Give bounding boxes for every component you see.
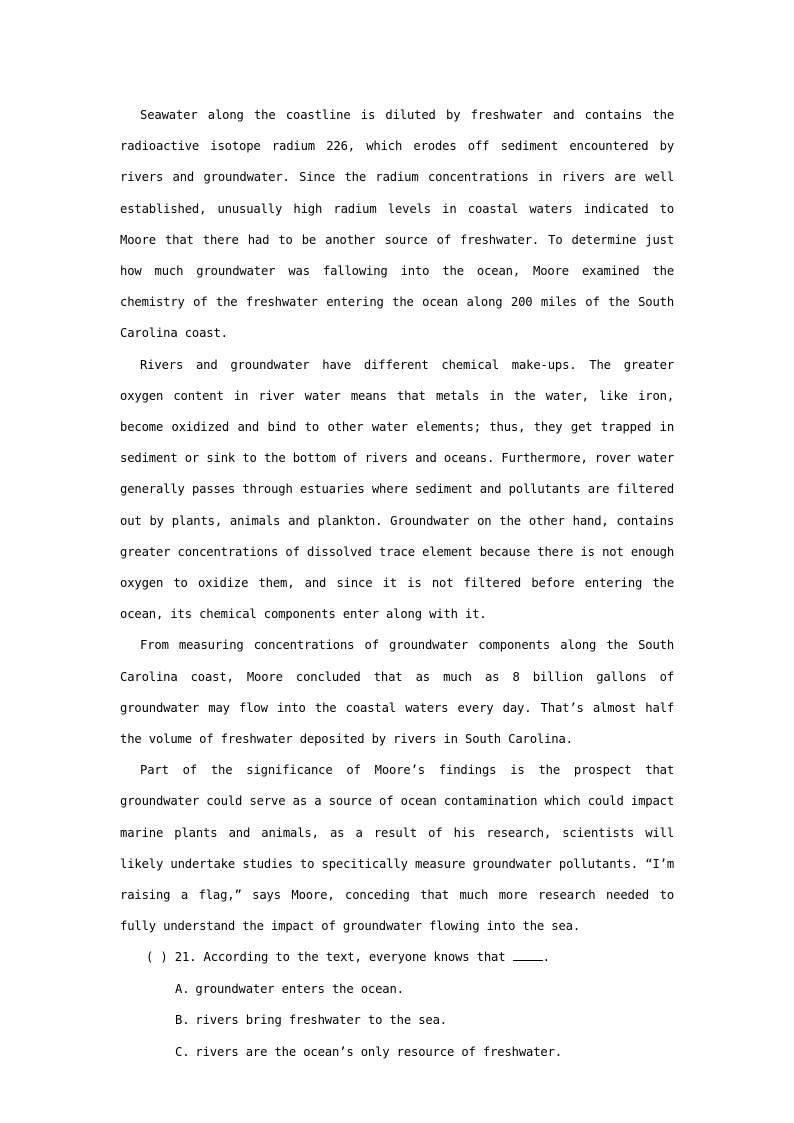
question-number: 21.	[174, 950, 197, 965]
option-text: rivers are the ocean’s only resource of freshwater.	[195, 1044, 562, 1059]
passage-paragraph-1: Seawater along the coastline is diluted by freshwater and contains the radioactive isotope radium 226, which erodes off sediment encountered by rivers and groundwater. Since the radium concentrations in rivers are well established, unusually high radium levels in coastal waters indicated to Moore that there had to be another source of freshwater. To determine just how much groundwater was fallowing into the ocean, Moore examined the chemistry of the freshwater entering the ocean along 200 miles of the South Carolina coast.	[120, 108, 674, 341]
passage-paragraph-4: Part of the significance of Moore’s findings is the prospect that groundwater could serve as a source of ocean contamination which could impact marine plants and animals, as a result of his research, scientists will likely undertake studies to specitically measure groundwater pollutants. “I’m raising a flag,” says Moore, conceding that much more research needed to fully understand the impact of groundwater flowing into the sea.	[120, 763, 674, 934]
option-text: rivers bring freshwater to the sea.	[195, 1013, 447, 1028]
option-a	[120, 974, 674, 1006]
answer-blank	[513, 949, 543, 961]
passage-paragraph-2: Rivers and groundwater have different chemical make-ups. The greater oxygen content in river water means that metals in the water, like iron, become oxidized and bind to other water elements; thus, they get trapped in sediment or sink to the bottom of rivers and oceans. Furthermore, rover water generally passes through estuaries where sediment and pollutants are filtered out by plants, animals and plankton. Groundwater on the other hand, contains greater concentrations of dissolved trace element because there is not enough oxygen to oxidize them, and since it is not filtered before entering the ocean, its chemical components enter along with it.	[120, 357, 674, 622]
passage-paragraph-3: From measuring concentrations of groundwater components along the South Carolina coast, Moore concluded that as much as 8 billion gallons of groundwater may flow into the coastal waters every day. That’s almost half the volume of freshwater deposited by rivers in South Carolina.	[120, 638, 674, 747]
question-stem: According to the text, everyone knows that	[203, 950, 506, 965]
question-21	[120, 942, 674, 973]
answer-options	[120, 974, 674, 1069]
option-b	[120, 1005, 674, 1037]
answer-bracket: ( )	[146, 950, 168, 965]
option-text: groundwater enters the ocean.	[195, 981, 404, 996]
option-letter: B.	[175, 1013, 190, 1028]
option-letter: A.	[175, 981, 190, 996]
option-c	[120, 1037, 674, 1069]
option-letter: C.	[175, 1044, 190, 1059]
question-end: .	[542, 950, 550, 965]
document-page	[120, 100, 674, 1068]
